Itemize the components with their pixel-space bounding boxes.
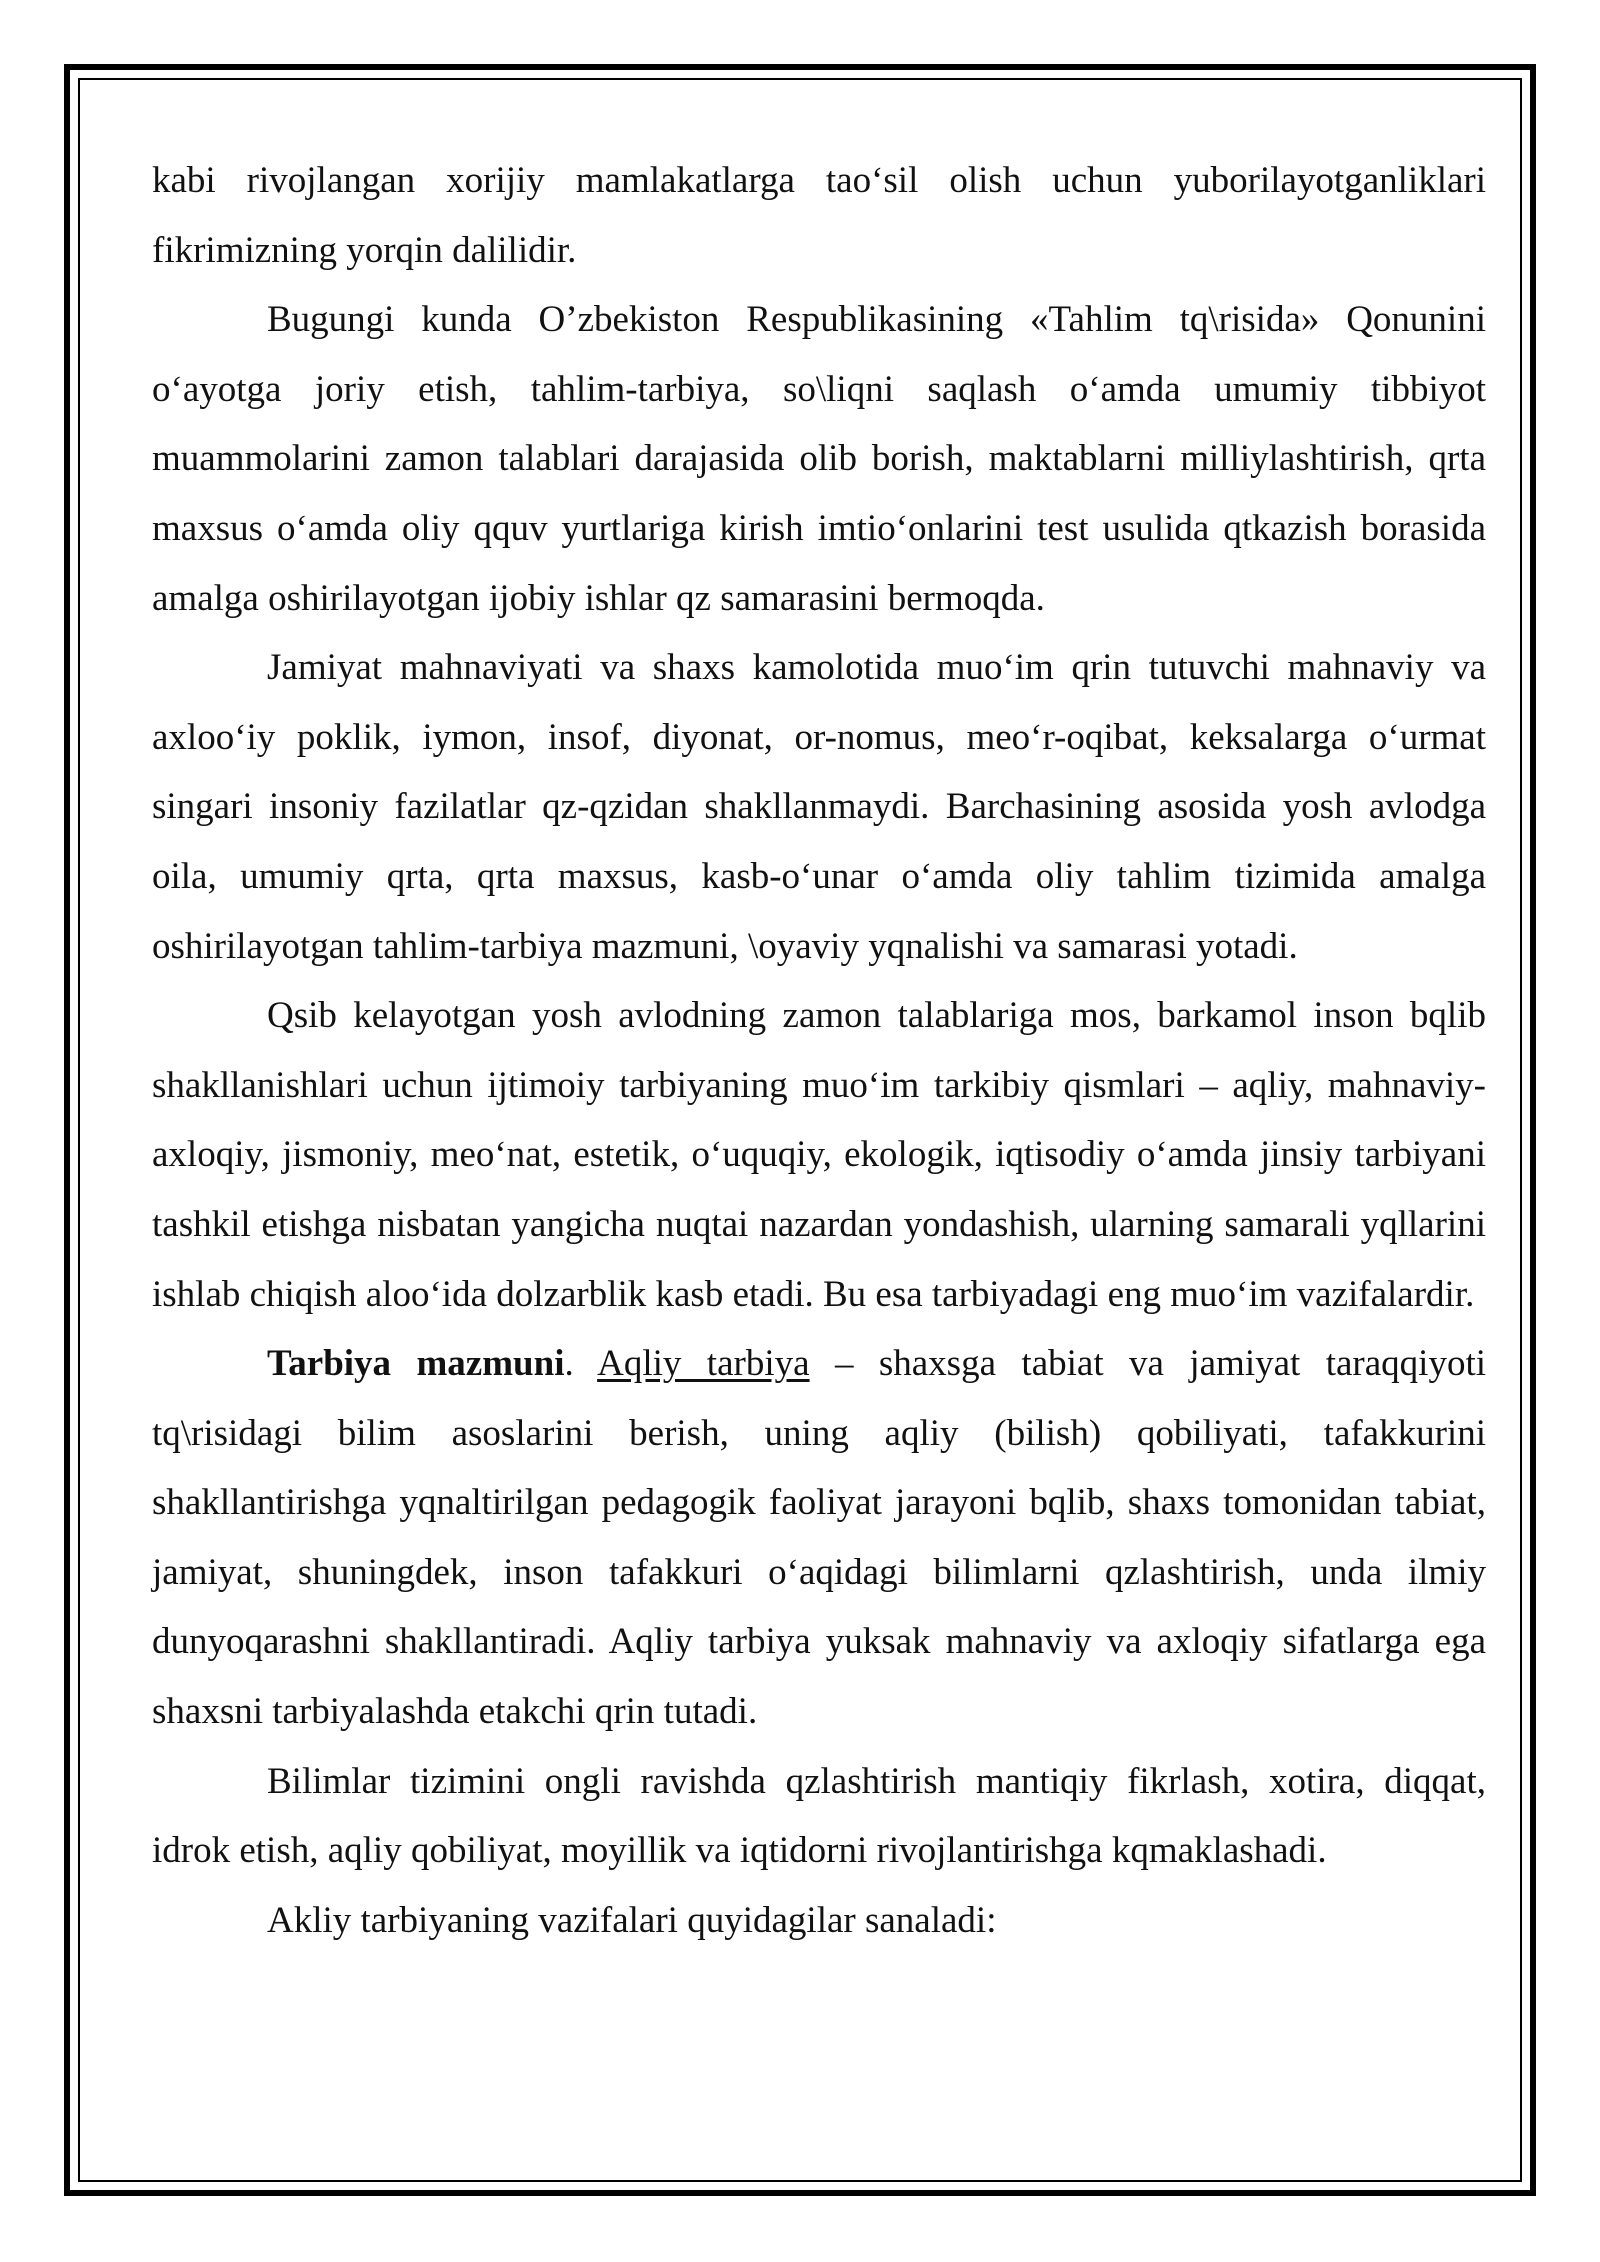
section-heading-tarbiya-mazmuni: Tarbiya mazmuni: [267, 1343, 565, 1385]
paragraph-3: Jamiyat mahnaviyati va shaxs kamolotida muo‘im qrin tutuvchi mahnaviy va axloo‘iy poklik, iymon, insof, diyonat, or-nomus, meo‘r-oqibat, keksalarga o‘urmat singari insoniy fazilatlar qz-qzidan shakllanmaydi. Barchasining asosida yosh avlodga oila, umumiy qrta, qrta maxsus, kasb-o‘unar o‘amda oliy tahlim tizimida amalga oshirilayotgan tahlim-tarbiya mazmuni, \oyaviy yqnalishi va samarasi yotadi.: [152, 647, 1486, 967]
paragraph-2: Bugungi kunda O’zbekiston Respublikasining «Tahlim tq\risida» Qonunini o‘ayotga joriy etish, tahlim-tarbiya, so\liqni saqlash o‘amda umumiy tibbiyot muammolarini zamon talablari darajasida olib borish, maktablarni milliylashtirish, qrta maxsus o‘amda oliy qquv yurtlariga kirish imtio‘onlarini test usulida qtkazish borasida amalga oshirilayotgan ijobiy ishlar qz samarasini bermoqda.: [152, 299, 1486, 619]
paragraph-7: Akliy tarbiyaning vazifalari quyidagilar sanaladi:: [267, 1899, 997, 1941]
term-aqliy-tarbiya: Aqliy tarbiya: [597, 1343, 810, 1385]
paragraph-4: Qsib kelayotgan yosh avlodning zamon talablariga mos, barkamol inson bqlib shakllanishlari uchun ijtimoiy tarbiyaning muo‘im tarkibiy qismlari – aqliy, mahnaviy-axloqiy, jismoniy, meo‘nat, estetik, o‘uquqiy, ekologik, iqtisodiy o‘amda jinsiy tarbiyani tashkil etishga nisbatan yangicha nuqtai nazardan yondashish, ularning samarali yqllarini ishlab chiqish aloo‘ida dolzarblik kasb etadi. Bu esa tarbiyadagi eng muo‘im vazifalardir.: [152, 995, 1486, 1315]
heading-separator: .: [564, 1343, 598, 1385]
document-body: [152, 146, 1486, 1955]
paragraph-1: kabi rivojlangan xorijiy mamlakatlarga tao‘sil olish uchun yuborilayotganliklari fikrimizning yorqin dalilidir.: [152, 160, 1486, 271]
paragraph-5: [152, 1329, 1486, 1747]
paragraph-6: Bilimlar tizimini ongli ravishda qzlashtirish mantiqiy fikrlash, xotira, diqqat, idrok etish, aqliy qobiliyat, moyillik va iqtidorni rivojlantirishga kqmaklashadi.: [152, 1760, 1486, 1872]
paragraph-5-text: – shaxsga tabiat va jamiyat taraqqiyoti tq\risidagi bilim asoslarini berish, uning aqliy (bilish) qobiliyati, tafakkurini shakllantirishga yqnaltirilgan pedagogik faoliyat jarayoni bqlib, shaxs tomonidan tabiat, jamiyat, shuningdek, inson tafakkuri o‘aqidagi bilimlarni qzlashtirish, unda ilmiy dunyoqarashni shakllantiradi. Aqliy tarbiya yuksak mahnaviy va axloqiy sifatlarga ega shaxsni tarbiyalashda etakchi qrin tutadi.: [152, 1343, 1486, 1733]
